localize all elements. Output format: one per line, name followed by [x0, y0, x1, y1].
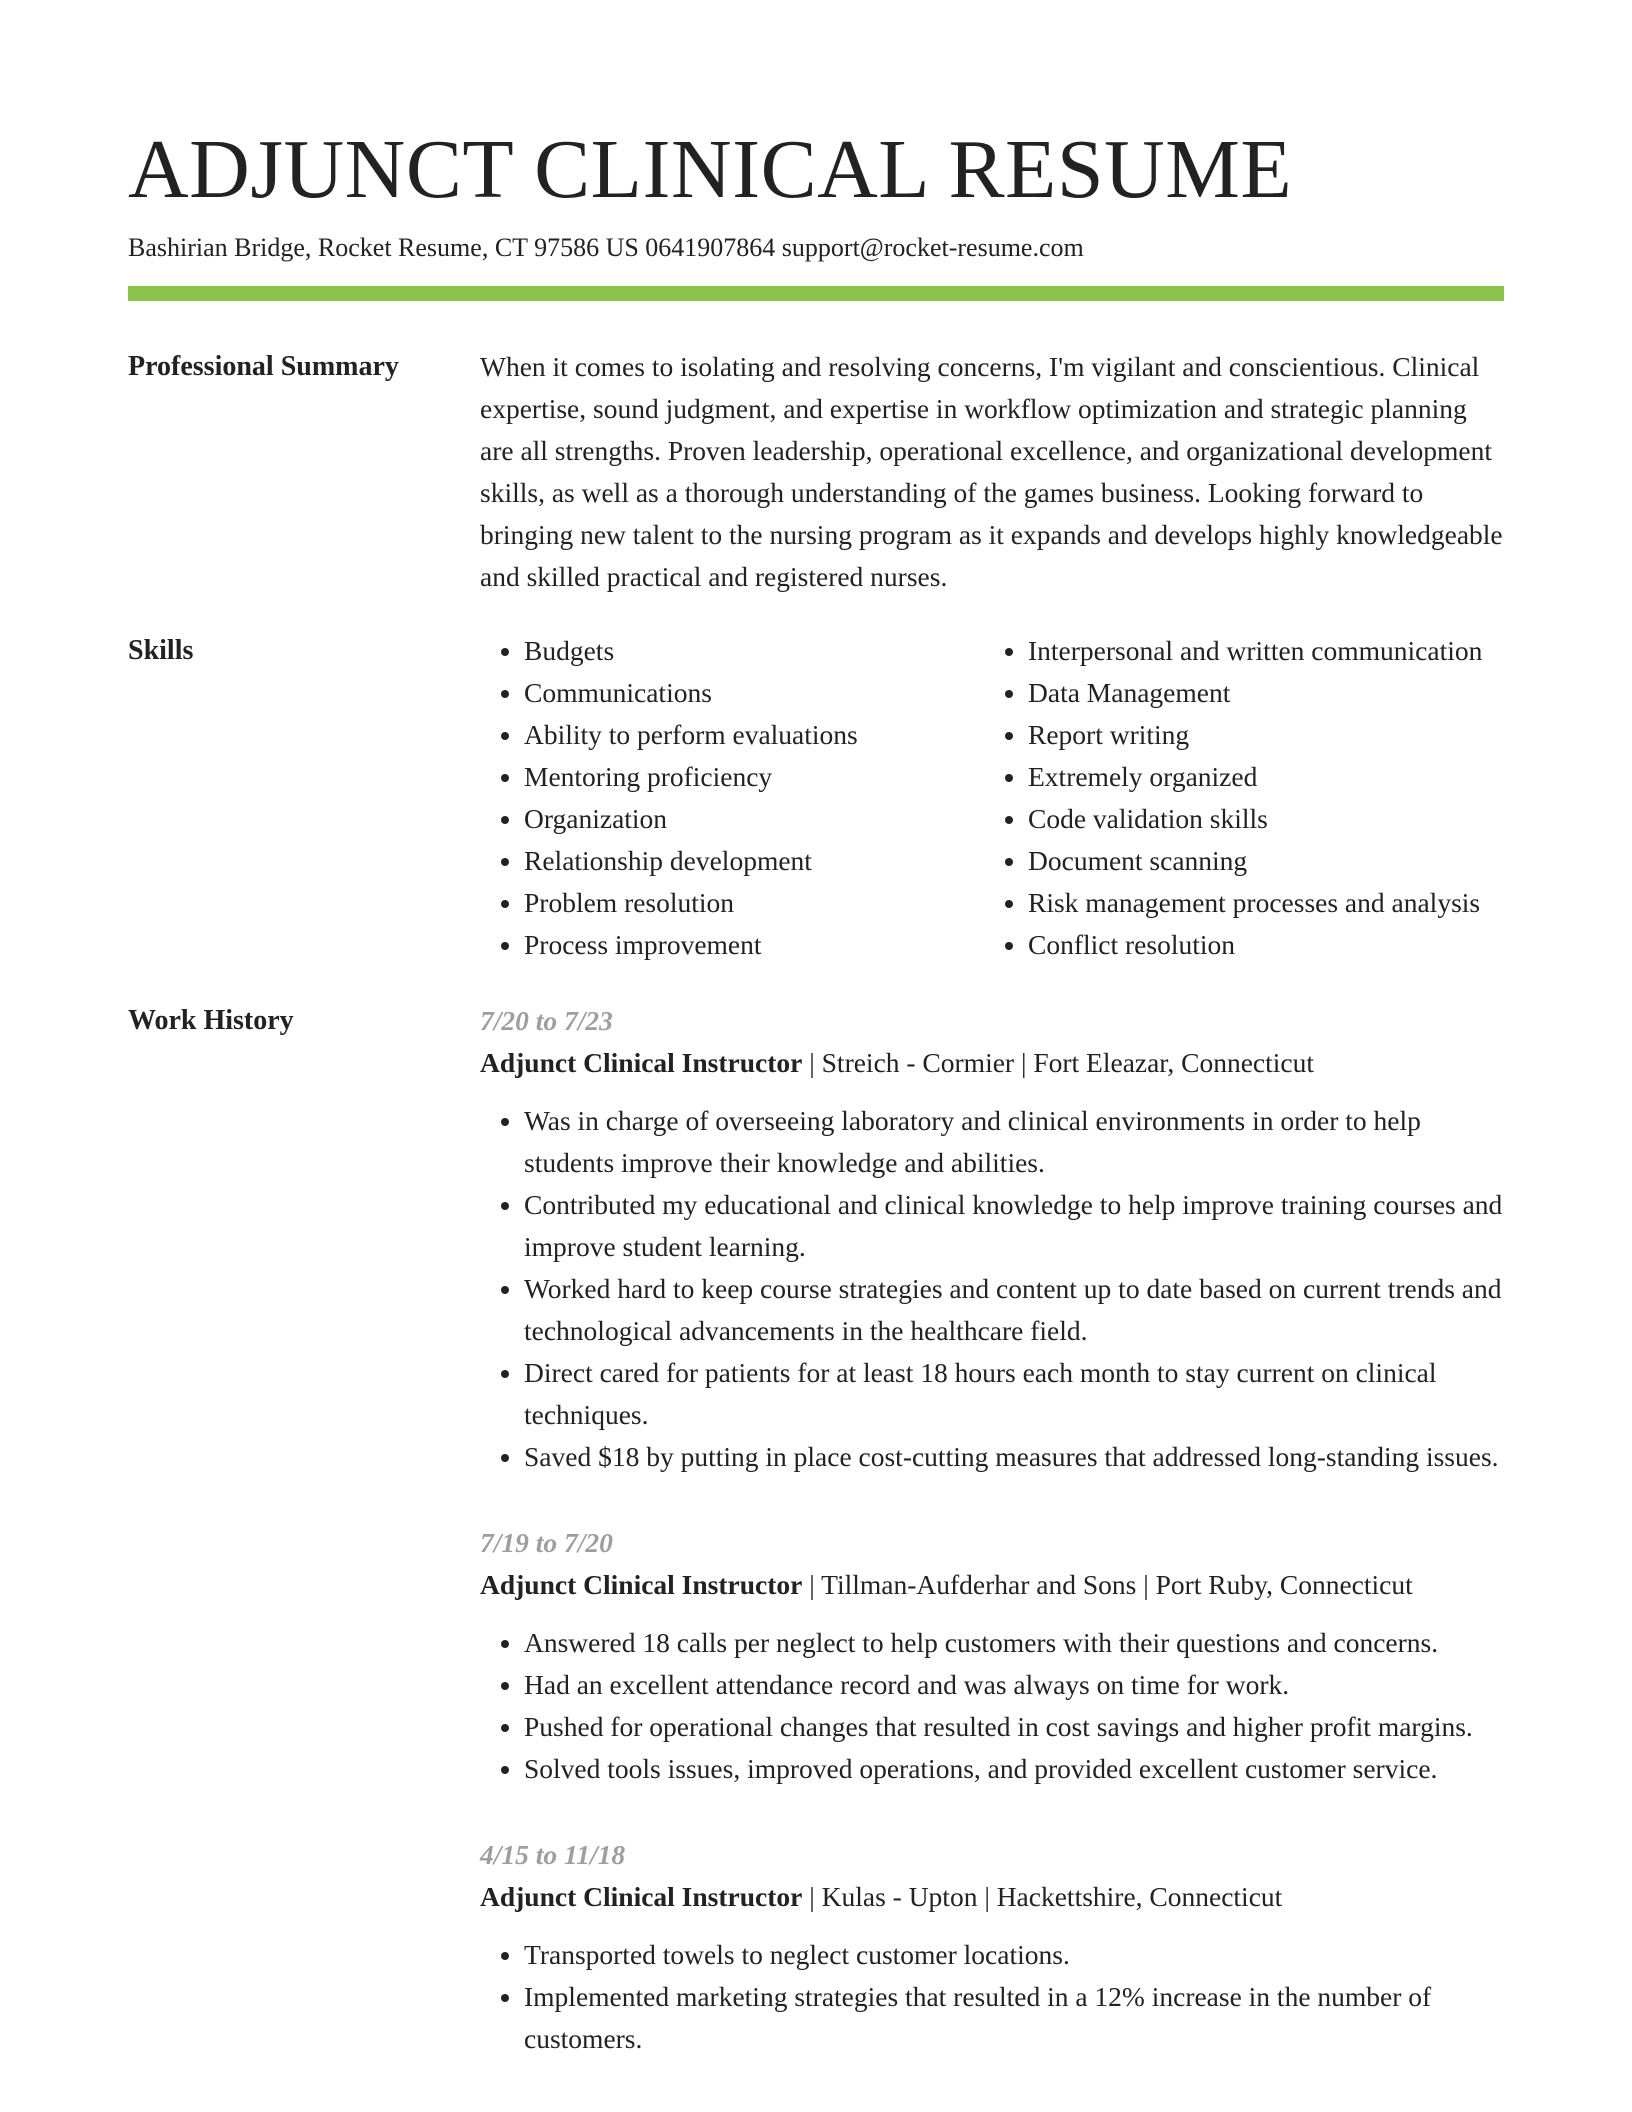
work-history-body: [480, 1000, 1504, 2104]
job-details: | Kulas - Upton | Hackettshire, Connecticut: [802, 1881, 1283, 1912]
job-title-line: [480, 1564, 1504, 1606]
skills-list-right: [984, 630, 1504, 966]
skill-item: • Relationship development: [524, 840, 984, 882]
job-title-line: [480, 1042, 1504, 1084]
job-bullets: [480, 1934, 1504, 2060]
job-bullet: • Contributed my educational and clinical knowledge to help improve training courses and improve student learning.: [524, 1184, 1504, 1268]
skill-item: • Report writing: [1028, 714, 1504, 756]
skill-item: • Organization: [524, 798, 984, 840]
job-entry: [480, 1000, 1504, 1478]
job-bullet: • Saved $18 by putting in place cost-cutting measures that addressed long-standing issues.: [524, 1436, 1504, 1478]
job-entry: [480, 1522, 1504, 1790]
contact-line: Bashirian Bridge, Rocket Resume, CT 97586 US 0641907864 support@rocket-resume.com: [128, 233, 1084, 262]
job-bullet: • Answered 18 calls per neglect to help customers with their questions and concerns.: [524, 1622, 1504, 1664]
skills-body: [480, 630, 1504, 966]
job-bullet: • Was in charge of overseeing laboratory and clinical environments in order to help students improve their knowledge and abilities.: [524, 1100, 1504, 1184]
skills-heading: Skills: [128, 635, 194, 666]
skill-item: • Budgets: [524, 630, 984, 672]
skill-item: • Document scanning: [1028, 840, 1504, 882]
skill-item: • Data Management: [1028, 672, 1504, 714]
job-dates: 7/19 to 7/20: [480, 1527, 613, 1558]
job-bullet: • Direct cared for patients for at least 18 hours each month to stay current on clinical techniques.: [524, 1352, 1504, 1436]
job-role: Adjunct Clinical Instructor: [480, 1881, 803, 1912]
job-dates: 7/20 to 7/23: [480, 1005, 613, 1036]
job-bullet: • Had an excellent attendance record and was always on time for work.: [524, 1664, 1504, 1706]
work-history-heading: Work History: [128, 1005, 294, 1036]
job-bullet: • Implemented marketing strategies that resulted in a 12% increase in the number of customers.: [524, 1976, 1504, 2060]
job-role: Adjunct Clinical Instructor: [480, 1569, 803, 1600]
skills-list-left: [480, 630, 984, 966]
summary-heading: Professional Summary: [128, 351, 399, 382]
resume-title: ADJUNCT CLINICAL RESUME: [128, 123, 1293, 216]
skill-item: • Communications: [524, 672, 984, 714]
skill-item: • Process improvement: [524, 924, 984, 966]
job-bullet: • Worked hard to keep course strategies and content up to date based on current trends and technological advancements in the healthcare field.: [524, 1268, 1504, 1352]
skill-item: • Risk management processes and analysis: [1028, 882, 1504, 924]
job-entry: [480, 1834, 1504, 2060]
summary-text: When it comes to isolating and resolving concerns, I'm vigilant and conscientious. Clinical expertise, sound judgment, and expertise in workflow optimization and strategic planning are all strengths. Proven leadership, operational excellence, and organizational development skills, as well as a thorough understanding of the games business. Looking forward to bringing new talent to the nursing program as it expands and develops highly knowledgeable and skilled practical and registered nurses.: [480, 351, 1503, 592]
job-bullet: • Pushed for operational changes that resulted in cost savings and higher profit margins.: [524, 1706, 1504, 1748]
skill-item: • Mentoring proficiency: [524, 756, 984, 798]
job-role: Adjunct Clinical Instructor: [480, 1047, 803, 1078]
job-title-line: [480, 1876, 1504, 1918]
accent-divider: [128, 286, 1504, 301]
skills-columns: [480, 630, 1504, 966]
job-details: | Streich - Cormier | Fort Eleazar, Connecticut: [802, 1047, 1314, 1078]
skill-item: • Ability to perform evaluations: [524, 714, 984, 756]
skill-item: • Code validation skills: [1028, 798, 1504, 840]
skill-item: • Problem resolution: [524, 882, 984, 924]
job-bullets: [480, 1622, 1504, 1790]
summary-body: [480, 346, 1504, 598]
skill-item: • Extremely organized: [1028, 756, 1504, 798]
skill-item: • Interpersonal and written communication: [1028, 630, 1504, 672]
job-bullets: [480, 1100, 1504, 1478]
job-bullet: • Transported towels to neglect customer locations.: [524, 1934, 1504, 1976]
skill-item: • Conflict resolution: [1028, 924, 1504, 966]
job-details: | Tillman-Aufderhar and Sons | Port Ruby, Connecticut: [802, 1569, 1413, 1600]
job-bullet: • Solved tools issues, improved operations, and provided excellent customer service.: [524, 1748, 1504, 1790]
job-dates: 4/15 to 11/18: [480, 1839, 626, 1870]
